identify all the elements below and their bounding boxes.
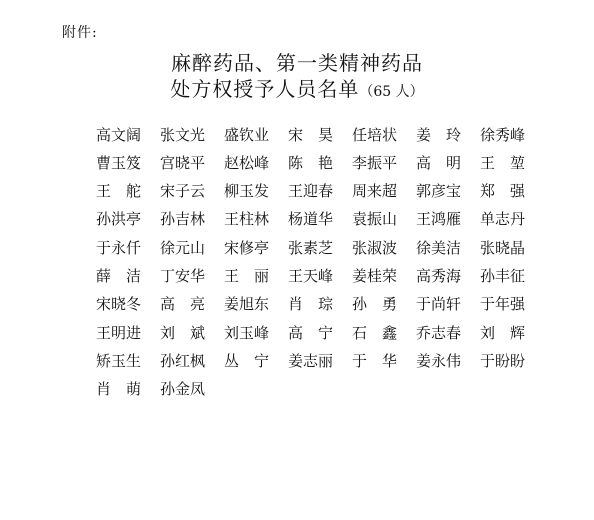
person-name: 张 晓 晶 xyxy=(480,238,526,257)
person-name: 孙 金 凤 xyxy=(160,380,206,399)
person-name: 姜 永 伟 xyxy=(416,351,462,370)
person-name: 丁 安 华 xyxy=(160,266,206,285)
person-name: 宋 修 亭 xyxy=(224,238,270,257)
person-name: 王 堃 xyxy=(480,153,525,172)
person-name: 姜 旭 东 xyxy=(224,295,270,314)
person-name: 肖 琮 xyxy=(288,295,333,314)
name-list xyxy=(96,124,536,407)
person-name: 宋 子 云 xyxy=(160,182,206,201)
person-name: 郭 彦 宝 xyxy=(416,182,462,201)
person-name: 郑 强 xyxy=(480,182,525,201)
person-name: 于 永 仟 xyxy=(96,238,142,257)
person-name: 单 志 丹 xyxy=(480,210,526,229)
person-name: 于 盼 盼 xyxy=(480,351,526,370)
document-title-main: 处方权授予人员名单 xyxy=(170,77,360,101)
person-name: 刘 斌 xyxy=(160,323,205,342)
person-name: 王 明 进 xyxy=(96,323,142,342)
person-name: 高 宁 xyxy=(288,323,333,342)
person-name: 孙 红 枫 xyxy=(160,351,206,370)
person-name: 高 亮 xyxy=(160,295,205,314)
person-name: 乔 志 春 xyxy=(416,323,462,342)
person-name: 袁 振 山 xyxy=(352,210,398,229)
person-name: 宫 晓 平 xyxy=(160,153,206,172)
person-name: 陈 艳 xyxy=(288,153,333,172)
person-name: 孙 勇 xyxy=(352,295,397,314)
person-name: 姜 志 丽 xyxy=(288,351,334,370)
person-name: 肖 萌 xyxy=(96,380,141,399)
person-name: 姜 桂 荣 xyxy=(352,266,398,285)
person-name: 赵 松 峰 xyxy=(224,153,270,172)
person-name: 柳 玉 发 xyxy=(224,182,270,201)
attachment-label: 附件: xyxy=(62,25,98,41)
person-name: 宋 晓 冬 xyxy=(96,295,142,314)
person-name: 李 振 平 xyxy=(352,153,398,172)
person-name: 宋 昊 xyxy=(288,125,333,144)
person-name: 丛 宁 xyxy=(224,351,269,370)
document-title-line-1: 麻醉药品、第一类精神药品 xyxy=(171,51,423,75)
person-name: 高 文 阔 xyxy=(96,125,142,144)
person-name: 曹 玉 笈 xyxy=(96,153,142,172)
person-name: 王 迎 春 xyxy=(288,182,334,201)
person-name: 徐 美 洁 xyxy=(416,238,462,257)
person-name: 任 培 状 xyxy=(352,125,398,144)
person-name: 徐 元 山 xyxy=(160,238,206,257)
person-name: 张 素 芝 xyxy=(288,238,334,257)
person-name: 王 鸿 雁 xyxy=(416,210,462,229)
person-name: 张 文 光 xyxy=(160,125,206,144)
document-title-line-2 xyxy=(0,76,594,105)
person-name: 石 鑫 xyxy=(352,323,397,342)
personnel-count: （65 人） xyxy=(359,84,424,100)
person-name: 孙 吉 林 xyxy=(160,210,206,229)
person-name: 张 淑 波 xyxy=(352,238,398,257)
person-name: 王 丽 xyxy=(224,266,269,285)
person-name: 刘 辉 xyxy=(480,323,525,342)
person-name: 薛 洁 xyxy=(96,266,141,285)
person-name: 于 华 xyxy=(352,351,397,370)
person-name: 王 舵 xyxy=(96,182,141,201)
person-name: 于 年 强 xyxy=(480,295,526,314)
person-name: 刘 玉 峰 xyxy=(224,323,270,342)
person-name: 杨 道 华 xyxy=(288,210,334,229)
person-name: 盛 钦 业 xyxy=(224,125,270,144)
person-name: 王 柱 林 xyxy=(224,210,270,229)
person-name: 矫 玉 生 xyxy=(96,351,142,370)
person-name: 孙 洪 亭 xyxy=(96,210,142,229)
person-name: 周 来 超 xyxy=(352,182,398,201)
person-name: 高 秀 海 xyxy=(416,266,462,285)
person-name: 徐 秀 峰 xyxy=(480,125,526,144)
person-name: 孙 丰 征 xyxy=(480,266,526,285)
person-name: 高 明 xyxy=(416,153,461,172)
person-name: 姜 玲 xyxy=(416,125,461,144)
person-name: 于 尚 轩 xyxy=(416,295,462,314)
person-name: 王 天 峰 xyxy=(288,266,334,285)
